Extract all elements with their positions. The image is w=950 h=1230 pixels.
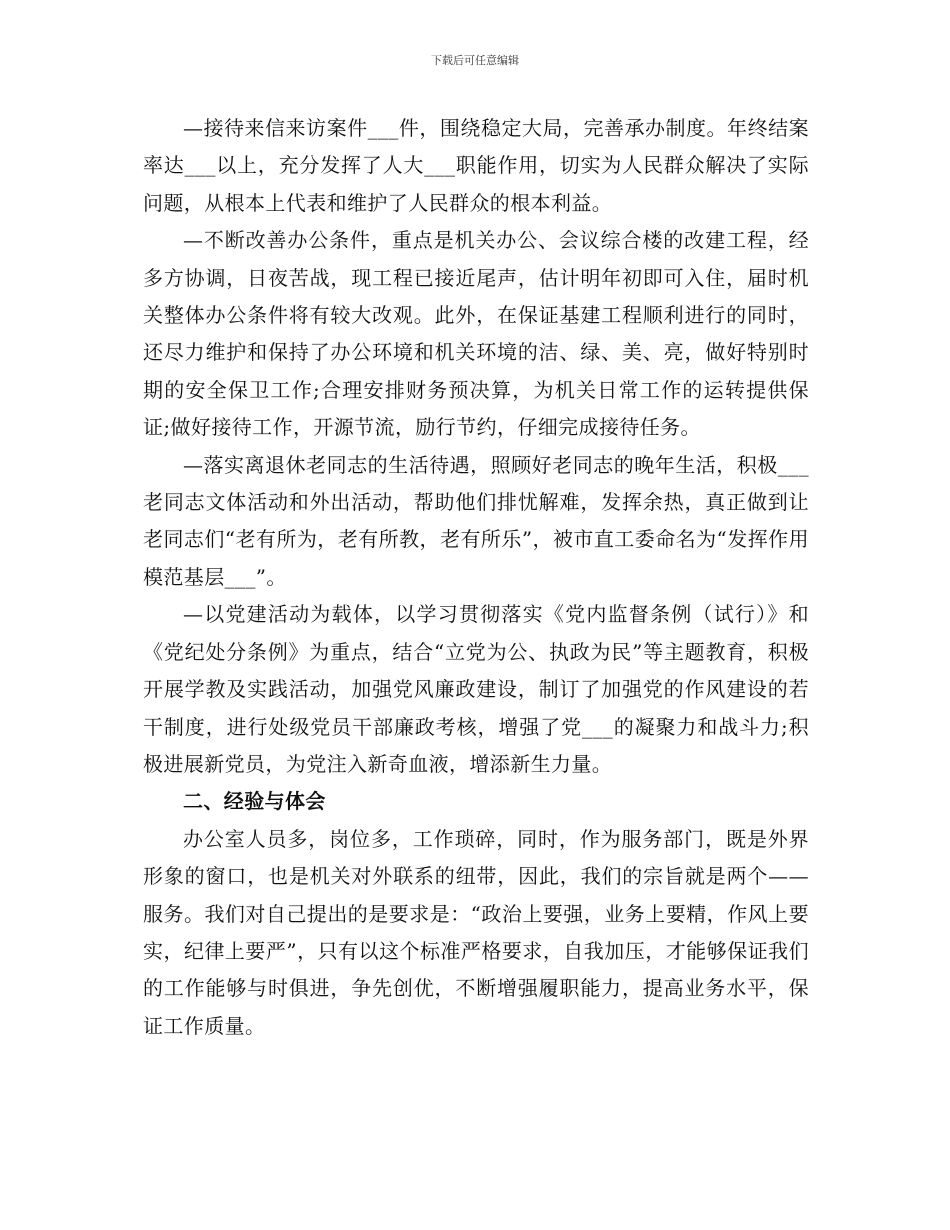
paragraph-experience: 办公室人员多，岗位多，工作琐碎，同时，作为服务部门，既是外界形象的窗口，也是机关对外联系的纽带，因此，我们的宗旨就是两个——服务。我们对自己提出的是要求是：“政治上要强，业务上要精，作风上要实，纪律上要严”，只有以这个标准严格要求，自我加压，才能够保证我们的工作能够与时俱进，争先创优，不断增强履职能力，提高业务水平，保证工作质量。 <box>143 826 809 1038</box>
paragraph-office-conditions: —不断改善办公条件，重点是机关办公、会议综合楼的改建工程，经多方协调，日夜苦战，现工程已接近尾声，估计明年初即可入住，届时机关整体办公条件将有较大改观。此外，在保证基建工程顺利进行的同时，还尽力维护和保持了办公环境和机关环境的洁、绿、美、亮，做好特别时期的安全保卫工作;合理安排财务预决算，为机关日常工作的运转提供保证;做好接待工作，开源节流，励行节约，仔细完成接待任务。 <box>143 228 809 440</box>
paragraph-party-building: —以党建活动为载体，以学习贯彻落实《党内监督条例（试行）》和《党纪处分条例》为重点，结合“立党为公、执政为民”等主题教育，积极开展学教及实践活动，加强党风廉政建设，制订了加强党的作风建设的若干制度，进行处级党员干部廉政考核，增强了党___的凝聚力和战斗力;积极进展新党员，为党注入新奇血液，增添新生力量。 <box>143 602 809 776</box>
document-body <box>143 110 809 1045</box>
paragraph-retired-comrades: —落实离退休老同志的生活待遇，照顾好老同志的晚年生活，积极___老同志文体活动和外出活动，帮助他们排忧解难，发挥余热，真正做到让老同志们“老有所为，老有所教，老有所乐”，被市直工委命名为“发挥作用模范基层___”。 <box>143 452 809 589</box>
paragraph-letters-visits: —接待来信来访案件___件，围绕稳定大局，完善承办制度。年终结案率达___以上，充分发挥了人大___职能作用，切实为人民群众解决了实际问题，从根本上代表和维护了人民群众的根本利益。 <box>143 116 809 215</box>
page-header-note: 下载后可任意编辑 <box>431 54 519 67</box>
section-heading: 二、经验与体会 <box>183 789 326 814</box>
